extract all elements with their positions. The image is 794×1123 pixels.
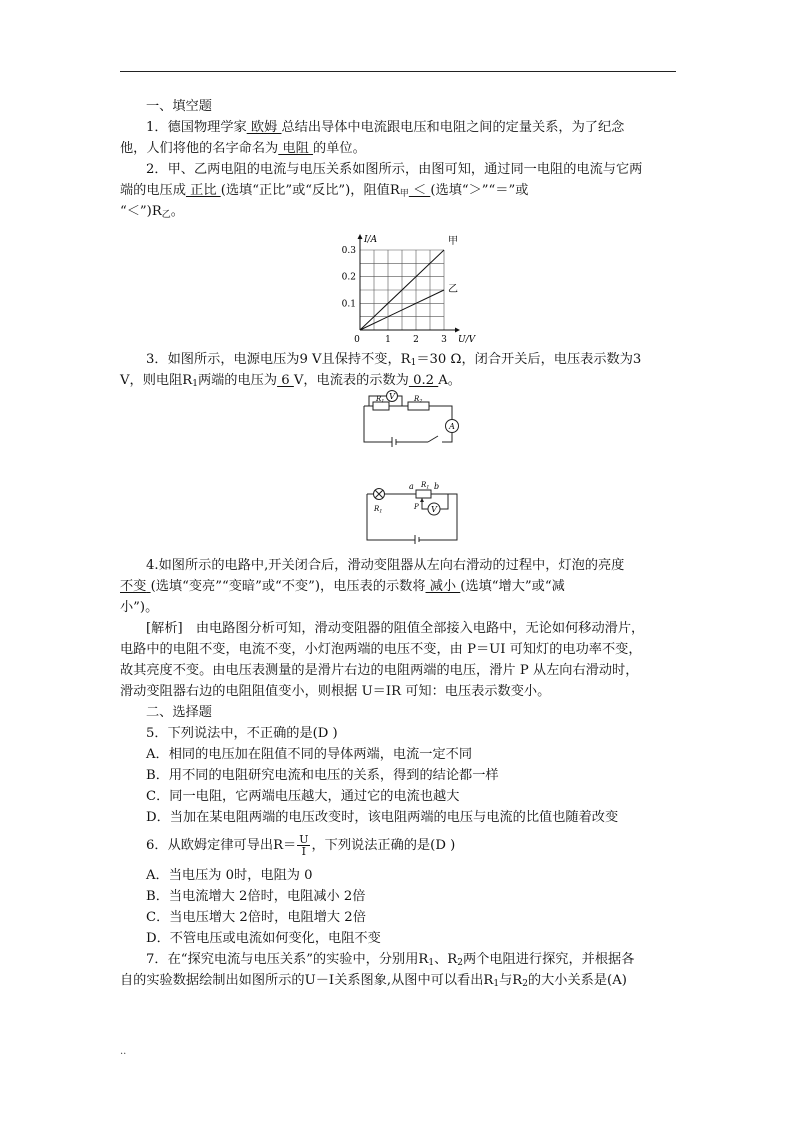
question-5-option-c: C．同一电阻，它两端电压越大，通过它的电流也越大 [146, 789, 460, 804]
question-1-line-2: 他，人们将他的名字命名为 电阻 的单位。 [120, 141, 366, 156]
question-4-line-2: 不变 (选填“变亮”“变暗”或“不变”)，电压表的示数将 减小 (选填“增大”或“减 [120, 579, 565, 594]
question-5-option-b: B．用不同的电阻研究电流和电压的关系，得到的结论都一样 [146, 768, 499, 783]
terminal-b-label: b [434, 482, 440, 491]
question-1-line-1: 1．德国物理学家 欧姆 总结出导体中电流跟电压和电阻之间的定量关系，为了纪念 [146, 120, 625, 135]
series-label-yi: 乙 [448, 284, 458, 295]
resistor-r2-label: $R_2$ [414, 395, 423, 405]
analysis-line-2: 电路中的电阻不变，电流不变，小灯泡两端的电压不变，由 P＝UI 可知灯的电功率不变， [120, 642, 642, 657]
x-tick-label: 0 [354, 335, 360, 344]
question-2-line-2: 端的电压成 正比 (选填“正比”或“反比”)，阻值$R_甲$ ＜ (选填“＞”“＝”或 [120, 183, 529, 199]
current-voltage-chart [336, 226, 486, 344]
question-3-line-1: 3．如图所示，电源电压为9 V且保持不变，$R_1=30$ Ω，闭合开关后，电压表示数为3 [146, 352, 642, 368]
rheostat-label: $R_1$ [421, 481, 430, 491]
lamp-r1-label: $R_1$ [374, 505, 383, 515]
x-tick-label: 2 [413, 335, 419, 344]
footer-mark: .. [120, 1046, 127, 1057]
y-tick-label: 0.2 [341, 272, 356, 283]
voltmeter-label: V [389, 392, 395, 401]
y-tick-label: 0.3 [341, 246, 356, 256]
question-5-option-d: D．当加在某电阻两端的电压改变时，该电阻两端的电压与电流的比值也随着改变 [146, 810, 619, 825]
answer-1-2: 电阻 [278, 141, 314, 156]
answer-3-2: 0.2 [408, 373, 439, 388]
question-6-option-c: C．当电压增大 2倍时，电阻增大 2倍 [146, 910, 366, 925]
x-axis-label: U/V [458, 335, 476, 344]
analysis-line-1: [解析] 由电路图分析可知，滑动变阻器的阻值全部接入电路中，无论如何移动滑片， [146, 621, 645, 636]
question-3-line-2: V，则电阻$R_1$两端的电压为 6 V，电流表的示数为 0.2 A。 [120, 373, 461, 389]
header-rule [120, 71, 676, 72]
x-axis-arrow [455, 328, 460, 333]
section-choice-title: 二、选择题 [146, 705, 212, 720]
question-6-option-d: D．不管电压或电流如何变化，电阻不变 [146, 931, 381, 946]
y-axis-label: I/A [364, 235, 378, 245]
answer-3-1: 6 [277, 373, 294, 388]
question-6-stem: 6．从欧姆定律可导出R＝ $\frac{U}{I}$ ，下列说法正确的是(D ) [146, 833, 456, 858]
question-6-option-b: B．当电流增大 2倍时，电阻减小 2倍 [146, 889, 366, 904]
analysis-line-3: 故其亮度不变。由电压表测量的是滑片右边的电阻两端的电压，滑片 P 从左向右滑动时， [120, 663, 639, 678]
question-5-stem: 5．下列说法中，不正确的是(D ) [146, 726, 338, 741]
analysis-line-4: 滑动变阻器右边的电阻阻值变小，则根据 U＝IR 可知：电压表示数变小。 [120, 684, 551, 699]
answer-2-1: 正比 [185, 183, 221, 198]
voltmeter-label: V [431, 505, 437, 514]
question-4-line-1: 4.如图所示的电路中,开关闭合后，滑动变阻器从左向右滑动的过程中，灯泡的亮度 [146, 558, 625, 573]
terminal-a-label: a [409, 482, 414, 491]
ammeter-label: A [449, 422, 455, 431]
question-2-line-3: “$<”)R_乙$。 [120, 204, 184, 220]
circuit-diagram-1 [362, 390, 472, 450]
answer-1-1: 欧姆 [246, 120, 282, 135]
slider-p-label: P [414, 503, 419, 511]
x-tick-label: 3 [441, 335, 447, 344]
question-7-line-1: 7．在“探究电流与电压关系”的实验中，分别用$R_1$、$R_2$两个电阻进行探究，并根据各 [146, 952, 635, 968]
y-tick-label: 0.1 [341, 299, 356, 310]
section-fill-blank-title: 一、填空题 [146, 99, 212, 114]
resistor-r1-label: $R_1$ [376, 395, 385, 405]
answer-4-2: 减小 [425, 579, 461, 594]
circuit-diagram-2 [364, 478, 474, 544]
question-5-option-a: A．相同的电压加在阻值不同的导体两端，电流一定不同 [146, 747, 473, 762]
series-label-jia: 甲 [448, 236, 458, 247]
y-axis-arrow [358, 234, 363, 239]
question-2-line-1: 2．甲、乙两电阻的电流与电压关系如图所示，由图可知，通过同一电阻的电流与它两 [146, 162, 643, 177]
question-6-option-a: A．当电压为 0时，电阻为 0 [146, 868, 313, 883]
question-7-line-2: 自的实验数据绘制出如图所示的U－I关系图象,从图中可以看出$R_1$与$R_2$的大小关系是(A) [120, 973, 627, 989]
answer-2-2: ＜ [408, 183, 431, 198]
fraction-u-over-i: $\frac{U}{I}$ [299, 833, 309, 858]
x-tick-label: 1 [385, 335, 391, 344]
answer-4-1: 不变 [120, 579, 147, 594]
question-4-line-3: 小”)。 [120, 600, 159, 615]
